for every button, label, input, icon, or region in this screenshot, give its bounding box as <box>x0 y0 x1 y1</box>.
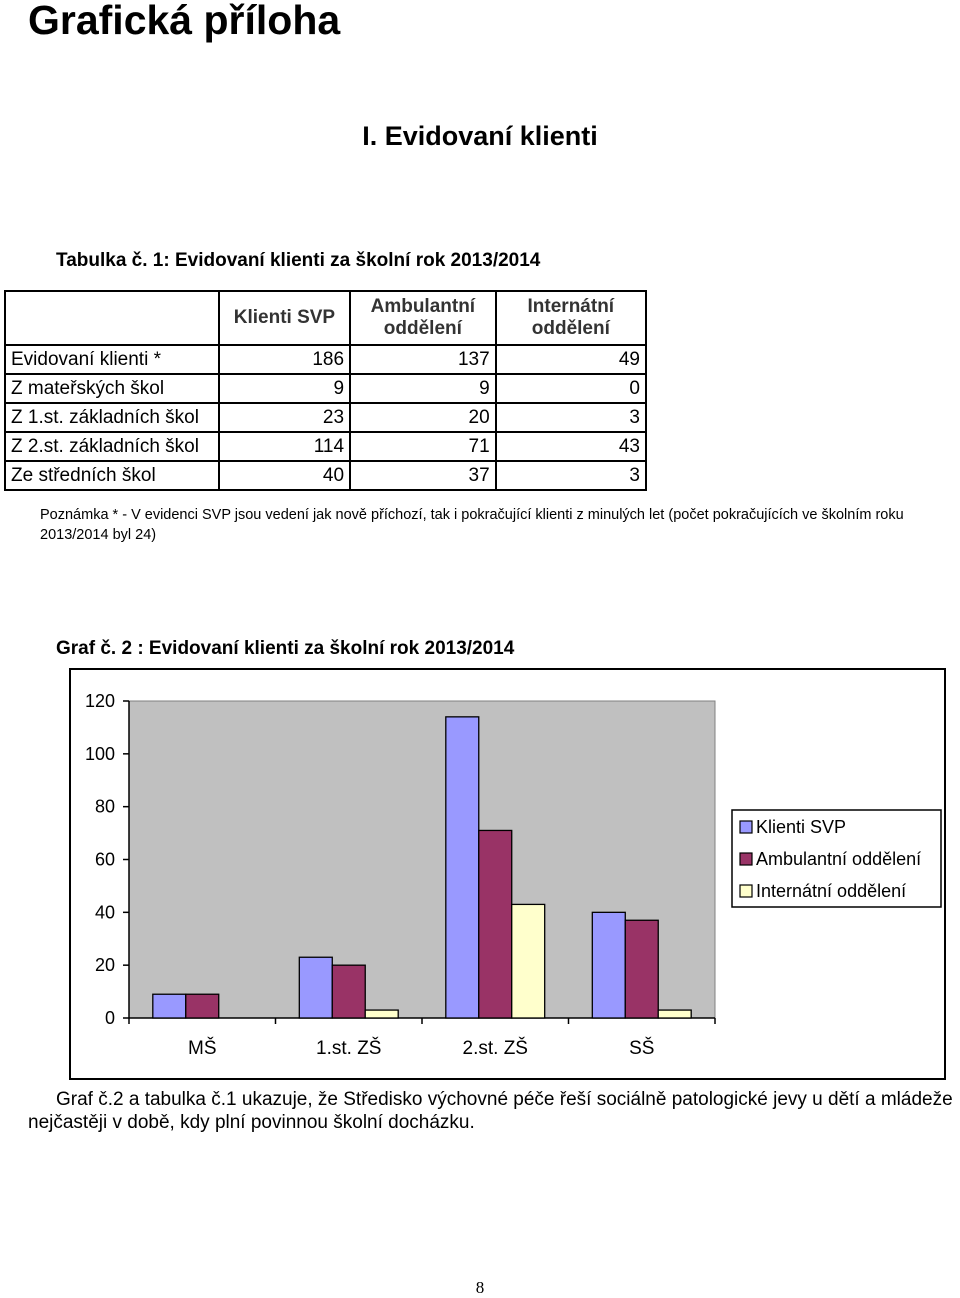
row-label: Evidovaní klienti * <box>5 345 219 374</box>
conclusion-paragraph: Graf č.2 a tabulka č.1 ukazuje, že Středisko výchovné péče řeší sociálně patologické jevy u dětí a mládeže nejčastěji v době, kdy plní povinnou školní docházku. <box>28 1089 953 1133</box>
y-tick-label: 60 <box>94 849 115 870</box>
x-tick-label: SŠ <box>629 1038 655 1059</box>
legend-swatch <box>740 821 752 833</box>
legend-label: Ambulantní oddělení <box>756 849 922 869</box>
chart-caption: Graf č. 2 : Evidovaní klienti za školní rok 2013/2014 <box>56 638 515 659</box>
cell-klienti-svp: 9 <box>219 374 350 403</box>
bar <box>446 717 479 1018</box>
bar <box>332 965 365 1018</box>
bar <box>625 920 658 1018</box>
cell-ambulantni: 37 <box>350 461 496 490</box>
bar <box>365 1010 398 1018</box>
cell-klienti-svp: 23 <box>219 403 350 432</box>
row-label: Z 2.st. základních škol <box>5 432 219 461</box>
legend-label: Klienti SVP <box>756 817 847 837</box>
cell-ambulantni: 20 <box>350 403 496 432</box>
x-tick-label: MŠ <box>188 1038 217 1059</box>
page-number: 8 <box>475 1278 485 1297</box>
bar <box>512 904 545 1018</box>
cell-klienti-svp: 186 <box>219 345 350 374</box>
bar <box>479 830 512 1018</box>
y-tick-label: 20 <box>94 955 115 976</box>
document-heading: Grafická příloha <box>28 0 341 43</box>
cell-ambulantni: 9 <box>350 374 496 403</box>
cell-klienti-svp: 40 <box>219 461 350 490</box>
cell-klienti-svp: 114 <box>219 432 350 461</box>
section-heading: I. Evidovaní klienti <box>362 121 598 151</box>
cell-internatni: 3 <box>496 461 646 490</box>
legend-label: Internátní oddělení <box>756 881 907 901</box>
x-tick-label: 1.st. ZŠ <box>316 1038 382 1059</box>
y-tick-label: 0 <box>104 1008 115 1028</box>
legend-swatch <box>740 885 752 897</box>
row-label: Ze středních škol <box>5 461 219 490</box>
bar <box>592 912 625 1018</box>
legend-swatch <box>740 853 752 865</box>
table-header-klienti-svp: Klienti SVP <box>219 291 350 345</box>
cell-internatni: 43 <box>496 432 646 461</box>
table-header-ambulantni: Ambulantní oddělení <box>350 291 496 345</box>
cell-internatni: 49 <box>496 345 646 374</box>
table-note: Poznámka * - V evidenci SVP jsou vedení jak nově příchozí, tak i pokračující klienti z minulých let (počet pokračujících ve školním roku 2013/2014 byl 24) <box>40 507 904 543</box>
bar <box>658 1010 691 1018</box>
row-label: Z 1.st. základních škol <box>5 403 219 432</box>
table-caption: Tabulka č. 1: Evidovaní klienti za školní rok 2013/2014 <box>56 250 541 271</box>
cell-ambulantni: 137 <box>350 345 496 374</box>
cell-ambulantni: 71 <box>350 432 496 461</box>
table-header-internatni: Internátní oddělení <box>496 291 646 345</box>
bar <box>153 994 186 1018</box>
row-label: Z mateřských škol <box>5 374 219 403</box>
cell-internatni: 0 <box>496 374 646 403</box>
bar <box>299 957 332 1018</box>
x-tick-label: 2.st. ZŠ <box>462 1038 528 1059</box>
y-tick-label: 120 <box>84 691 115 711</box>
y-tick-label: 40 <box>94 902 115 923</box>
bar <box>186 994 219 1018</box>
y-tick-label: 80 <box>94 796 115 817</box>
y-tick-label: 100 <box>84 743 115 764</box>
cell-internatni: 3 <box>496 403 646 432</box>
